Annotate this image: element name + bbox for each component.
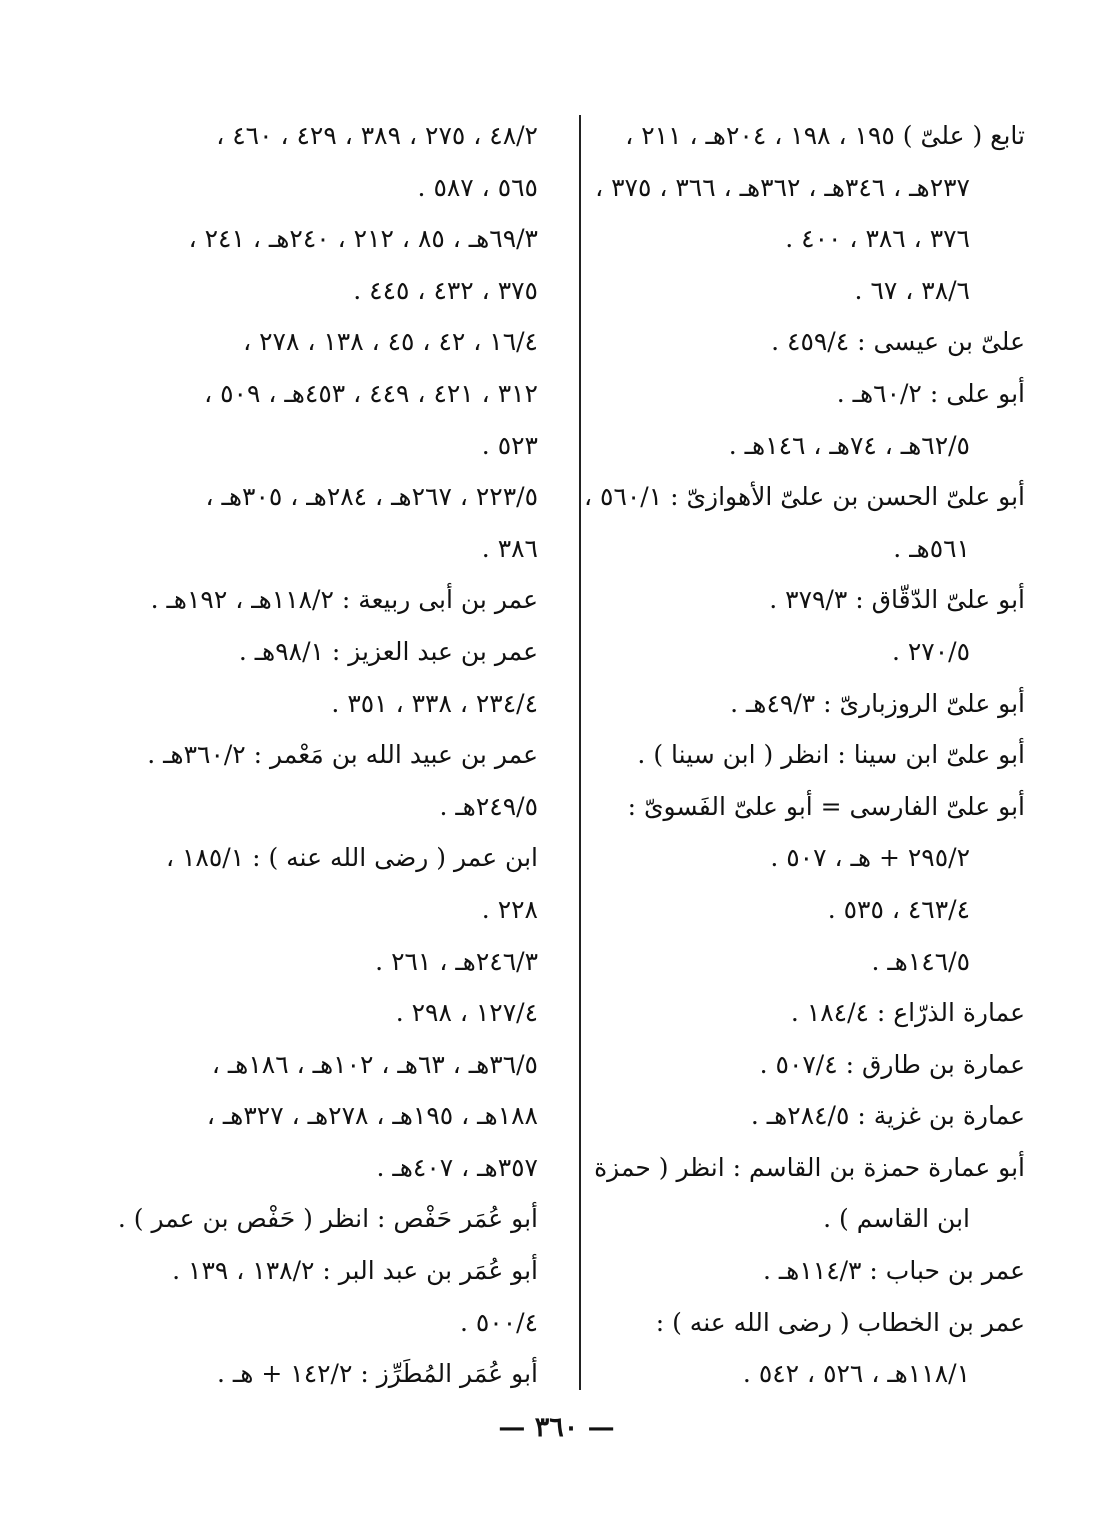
index-entry-line: عمارة بن غزية : ٢٨٤/٥هـ . xyxy=(750,1101,1025,1131)
index-entry-line: ٣١٢ ، ٤٢١ ، ٤٤٩ ، ٤٥٣هـ ، ٥٠٩ ، xyxy=(204,378,538,408)
index-entry-line: ١٨٨هـ ، ١٩٥هـ ، ٢٧٨هـ ، ٣٢٧هـ ، xyxy=(206,1101,538,1131)
index-entry-line: أبو عُمَر المُطَرِّز : ١٤٢/٢ + هـ . xyxy=(217,1359,538,1389)
index-entry-line: عمارة بن طارق : ٥٠٧/٤ . xyxy=(759,1049,1025,1079)
index-entry-line: أبو علىّ الروزبارىّ : ٤٩/٣هـ . xyxy=(730,688,1025,718)
index-entry-line: عمر بن عبد العزيز : ٩٨/١هـ . xyxy=(238,636,538,666)
index-entry-line: ١٦/٤ ، ٤٢ ، ٤٥ ، ١٣٨ ، ٢٧٨ ، xyxy=(243,327,538,357)
index-entry-line: ٢٣٤/٤ ، ٣٣٨ ، ٣٥١ . xyxy=(331,688,538,718)
index-entry-line: أبو علىّ ابن سينا : انظر ( ابن سينا ) . xyxy=(637,740,1025,770)
index-entry-line: عمر بن أبى ربيعة : ١١٨/٢هـ ، ١٩٢هـ . xyxy=(150,585,538,615)
page-number: — ٣٦٠ — xyxy=(498,1412,615,1443)
index-entry-line: عمارة الذرّاع : ١٨٤/٤ . xyxy=(790,998,1025,1028)
index-entry-line: ٣٥٧هـ ، ٤٠٧هـ . xyxy=(376,1152,538,1182)
index-entry-line: ١٢٧/٤ ، ٢٩٨ . xyxy=(395,998,538,1028)
index-entry-line: ٢٧٠/٥ . xyxy=(891,636,970,666)
index-entry-line: ٣٨/٦ ، ٦٧ . xyxy=(854,275,970,305)
column-divider xyxy=(579,115,581,1390)
index-entry-line: أبو على : ٦٠/٢هـ . xyxy=(836,378,1025,408)
index-entry-line: ٢٤٦/٣هـ ، ٢٦١ . xyxy=(375,946,538,976)
index-entry-line: أبو علىّ الدّقّاق : ٣٧٩/٣ . xyxy=(769,585,1025,615)
index-entry-line: ٥٦١هـ . xyxy=(893,533,970,563)
index-entry-line: ٣٦/٥هـ ، ٦٣هـ ، ١٠٢هـ ، ١٨٦هـ ، xyxy=(211,1049,538,1079)
index-entry-line: ١١٨/١هـ ، ٥٢٦ ، ٥٤٢ . xyxy=(742,1359,970,1389)
index-entry-line: ٢٢٨ . xyxy=(481,894,538,924)
index-entry-line: ابن عمر ( رضى الله عنه ) : ١٨٥/١ ، xyxy=(165,843,538,873)
index-entry-line: ٤٦٣/٤ ، ٥٣٥ . xyxy=(827,894,970,924)
index-entry-line: ٥٠٠/٤ . xyxy=(459,1307,538,1337)
index-entry-line: ٤٨/٢ ، ٢٧٥ ، ٣٨٩ ، ٤٢٩ ، ٤٦٠ ، xyxy=(216,121,538,150)
index-entry-line: ٣٧٥ ، ٤٣٢ ، ٤٤٥ . xyxy=(353,275,538,305)
index-entry-line: عمر بن حباب : ١١٤/٣هـ . xyxy=(762,1256,1025,1286)
index-entry-line: ٦٢/٥هـ ، ٧٤هـ ، ١٤٦هـ . xyxy=(728,430,970,460)
index-entry-line: تابع ( علىّ ) ١٩٥ ، ١٩٨ ، ٢٠٤هـ ، ٢١١ ، xyxy=(625,121,1025,150)
index-entry-line: أبو عُمَر حَفْص : انظر ( حَفْص بن عمر ) . xyxy=(117,1204,538,1234)
index-entry-line: ٥٦٥ ، ٥٨٧ . xyxy=(417,172,538,202)
index-entry-line: أبو علىّ الحسن بن علىّ الأهوازىّ : ٥٦٠/١ ، xyxy=(584,482,1025,512)
index-entry-line: ٣٨٦ . xyxy=(481,533,538,563)
index-entry-line: علىّ بن عيسى : ٤٥٩/٤ . xyxy=(771,327,1025,357)
index-entry-line: ٥٢٣ . xyxy=(481,430,538,460)
index-entry-line: ٦٩/٣هـ ، ٨٥ ، ٢١٢ ، ٢٤٠هـ ، ٢٤١ ، xyxy=(188,224,538,254)
index-entry-line: أبو عُمَر بن عبد البر : ١٣٨/٢ ، ١٣٩ . xyxy=(172,1256,538,1286)
index-entry-line: أبو عمارة حمزة بن القاسم : انظر ( حمزة xyxy=(594,1152,1025,1182)
right-column xyxy=(525,110,1025,1400)
index-entry-line: ٢٩٥/٢ + هـ ، ٥٠٧ . xyxy=(770,843,970,873)
left-column xyxy=(63,110,538,1400)
index-entry-line: ٣٧٦ ، ٣٨٦ ، ٤٠٠ . xyxy=(785,224,970,254)
index-entry-line: ٢٤٩/٥هـ . xyxy=(439,791,538,821)
index-entry-line: عمر بن عبيد الله بن مَعْمر : ٣٦٠/٢هـ . xyxy=(147,740,538,770)
index-entry-line: أبو علىّ الفارسى = أبو علىّ الفَسوىّ : xyxy=(627,791,1025,821)
index-entry-line: ٢٢٣/٥ ، ٢٦٧هـ ، ٢٨٤هـ ، ٣٠٥هـ ، xyxy=(205,482,538,512)
index-entry-line: عمر بن الخطاب ( رضى الله عنه ) : xyxy=(655,1307,1025,1337)
index-entry-line: ابن القاسم ) . xyxy=(823,1204,970,1234)
index-entry-line: ٢٣٧هـ ، ٣٤٦هـ ، ٣٦٢هـ ، ٣٦٦ ، ٣٧٥ ، xyxy=(595,172,970,202)
index-entry-line: ١٤٦/٥هـ . xyxy=(871,946,970,976)
